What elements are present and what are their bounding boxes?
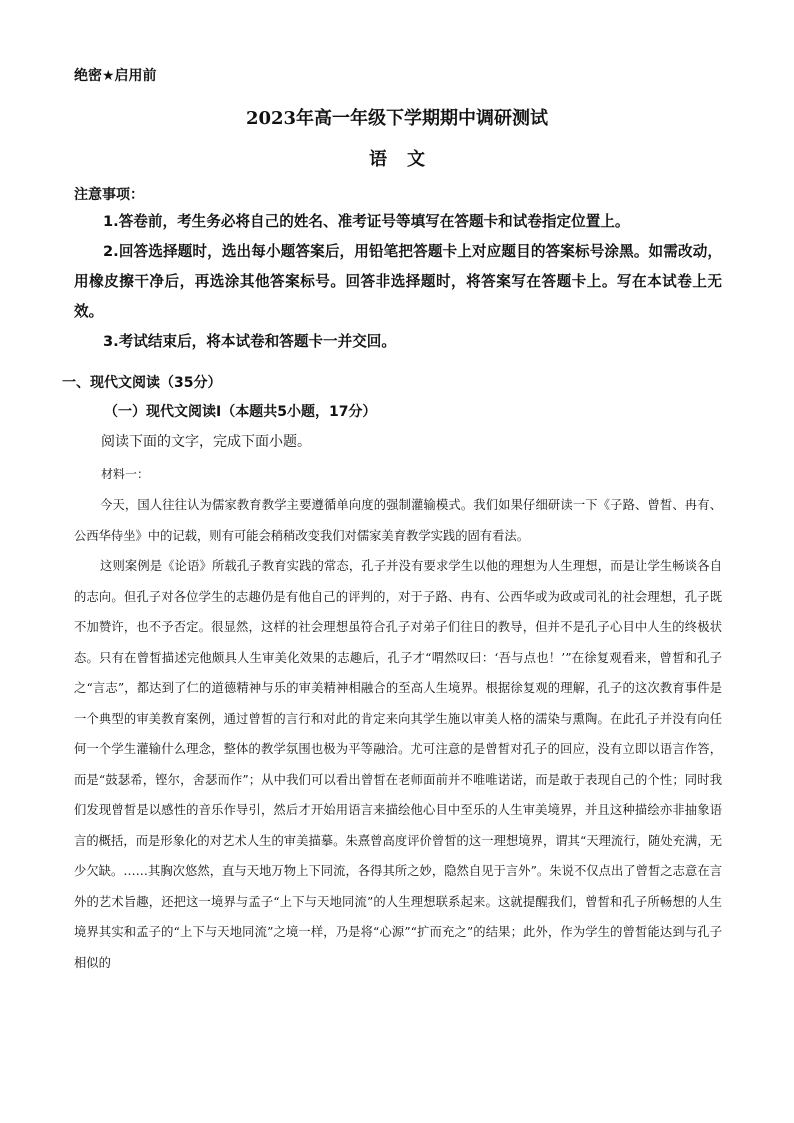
reading-instruction: 阅读下面的文字，完成下面小题。: [101, 434, 311, 450]
material-paragraph-1: 今天，国人往往认为儒家教育教学主要遵循单向度的强制灌输模式。我们如果仔细研读一下《子路、曾皙、冉有、公西华侍坐》中的记载，则有可能会稍稍改变我们对儒家美育教学实践的固有看法。: [74, 498, 722, 543]
material-label: 材料一：: [101, 467, 150, 481]
subject-title: 语文: [369, 149, 445, 170]
notice-heading: 注意事项：: [74, 187, 144, 203]
notice-item-1: 1.答卷前，考生务必将自己的姓名、准考证号等填写在答题卡和试卷指定位置上。: [103, 213, 630, 230]
exam-title: 2023年高一年级下学期期中调研测试: [245, 108, 549, 129]
confidential-label: 绝密★启用前: [74, 68, 157, 84]
material-paragraph-2: 这则案例是《论语》所载孔子教育实践的常态，孔子并没有要求学生以他的理想为人生理想，而是让学生畅谈各自的志向。但孔子对各位学生的志趣仍是有他自己的评判的，对于子路、冉有、公西华或为政或司礼的社会理想，孔子既不加赞许，也不予否定。很显然，这样的社会理想虽符合孔子对弟子们往日的教导，但并不是孔子心目中人生的终极状态。只有在曾皙描述完他颇具人生审美化效果的志趣后，孔子才“喟然叹曰：‘吾与点也！’”在徐复观看来，曾皙和孔子之“言志”，都达到了仁的道德精神与乐的审美精神相融合的至高人生境界。根据徐复观的理解，孔子的这次教育事件是一个典型的审美教育案例，通过曾皙的言行和对此的肯定来向其学生施以审美人格的濡染与熏陶。在此孔子并没有向任何一个学生灌输什么理念，整体的教学氛围也极为平等融洽。尤可注意的是曾皙对孔子的回应，没有立即以语言作答，而是“鼓瑟希，铿尔，舍瑟而作”；从中我们可以看出曾皙在老师面前并不唯唯诺诺，而是敢于表现自己的个性；同时我们发现曾皙是以感性的音乐作导引，然后才开始用语言来描绘他心目中至乐的人生审美境界，并且这种描绘亦非抽象语言的概括，而是形象化的对艺术人生的审美描摹。朱熹曾高度评价曾皙的这一理想境界，谓其“天理流行，随处充满，无少欠缺。……其胸次悠然，直与天地万物上下同流，各得其所之妙，隐然自见于言外”。朱说不仅点出了曾皙之志意在言外的艺术旨趣，还把这一境界与孟子“上下与天地同流”的人生理想联系起来。这就提醒我们，曾皙和孔子所畅想的人生境界其实和孟子的“上下与天地同流”之境一样，乃是将“心源”“扩而充之”的结果；此外，作为学生的曾皙能达到与孔子相似的: [74, 559, 722, 970]
notice-item-2: 2.回答选择题时，选出每小题答案后，用铅笔把答题卡上对应题目的答案标号涂黑。如需改动，用橡皮擦干净后，再选涂其他答案标号。回答非选择题时，将答案写在答题卡上。写在本试卷上无效。: [74, 243, 722, 320]
notice-item-3: 3.考试结束后，将本试卷和答题卡一并交回。: [103, 333, 396, 350]
subsection-heading: （一）现代文阅读Ⅰ（本题共5小题，17分）: [104, 404, 377, 420]
section-heading: 一、现代文阅读（35分）: [62, 375, 222, 391]
